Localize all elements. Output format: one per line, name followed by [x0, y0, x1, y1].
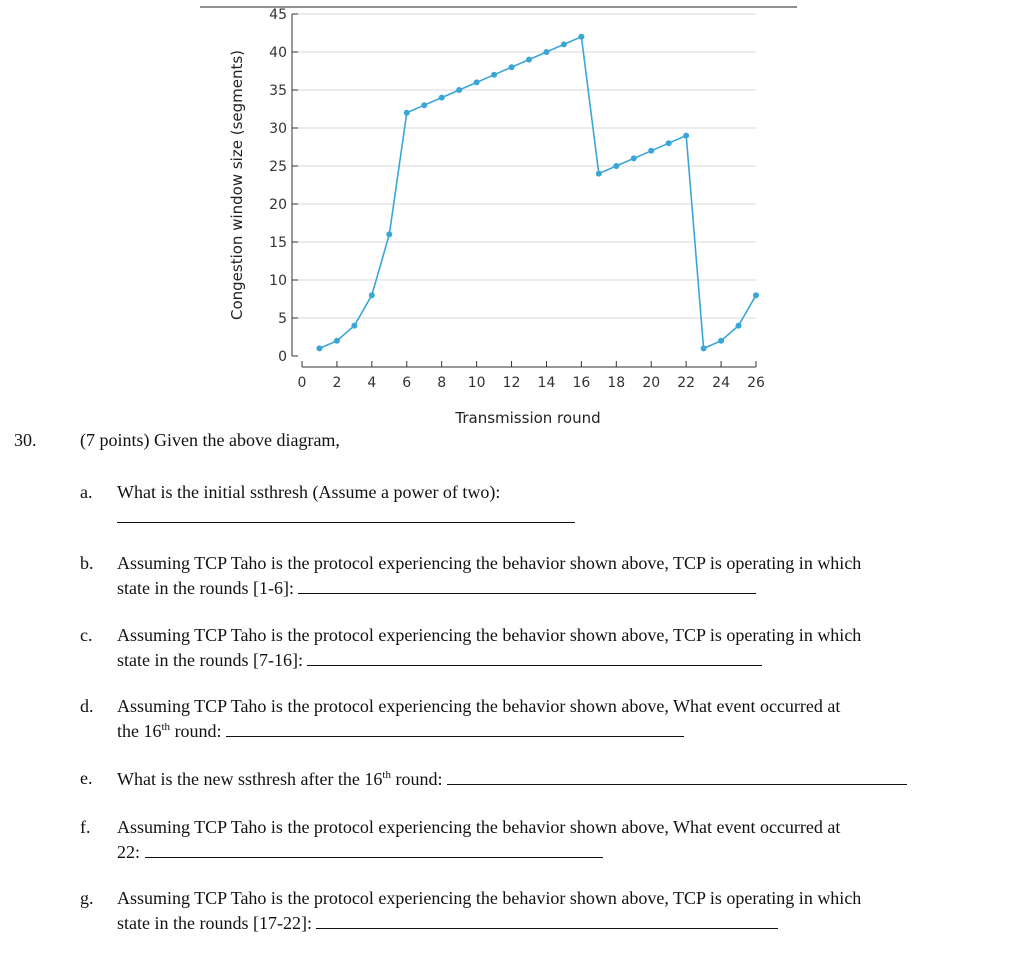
answer-blank-e[interactable]	[447, 766, 907, 785]
data-point	[456, 87, 462, 93]
y-axis-label: Congestion window size (segments)	[228, 49, 246, 321]
item-letter: g.	[80, 888, 94, 908]
x-tick-label: 26	[747, 375, 765, 391]
x-tick-label: 2	[332, 375, 342, 391]
answer-blank-c[interactable]	[307, 647, 762, 666]
data-point	[491, 72, 497, 78]
data-point	[509, 64, 515, 70]
data-point	[753, 292, 759, 298]
item-text: Assuming TCP Taho is the protocol experiencing the behavior shown above, What event occurred at	[117, 817, 841, 837]
data-point	[561, 41, 567, 47]
x-tick-label: 20	[642, 375, 661, 391]
x-axis-label: Transmission round	[455, 409, 601, 427]
item-text: Assuming TCP Taho is the protocol experiencing the behavior shown above, TCP is operating in which	[117, 553, 862, 573]
data-point	[351, 323, 357, 329]
data-point	[543, 49, 549, 55]
data-point	[316, 345, 322, 351]
y-tick-label: 10	[269, 273, 287, 289]
item-letter: a.	[80, 482, 93, 502]
item-text: Assuming TCP Taho is the protocol experiencing the behavior shown above, What event occurred at	[117, 696, 841, 716]
data-point	[334, 338, 340, 344]
x-tick-label: 4	[367, 375, 377, 391]
answer-blank-b[interactable]	[298, 575, 756, 594]
data-point	[421, 102, 427, 108]
y-ticks	[269, 7, 298, 365]
data-point	[439, 95, 445, 101]
x-tick-label: 12	[502, 375, 521, 391]
item-text-line2: state in the rounds [7-16]:	[117, 650, 303, 670]
data-point	[474, 79, 480, 85]
item-text-line2: state in the rounds [17-22]:	[117, 913, 312, 933]
x-tick-label: 22	[677, 375, 696, 391]
data-point	[404, 110, 410, 116]
y-tick-label: 0	[278, 349, 287, 365]
item-letter: c.	[80, 625, 93, 645]
answer-blank-g[interactable]	[316, 910, 778, 929]
item-text: Assuming TCP Taho is the protocol experiencing the behavior shown above, TCP is operating in which	[117, 625, 862, 645]
data-point	[701, 345, 707, 351]
data-point	[578, 34, 584, 40]
data-point	[613, 163, 619, 169]
item-text-line2: state in the rounds [1-6]:	[117, 578, 294, 598]
answer-blank-a[interactable]	[117, 504, 575, 523]
y-tick-label: 15	[269, 235, 287, 251]
answer-blank-f[interactable]	[145, 839, 603, 858]
y-tick-label: 25	[269, 159, 287, 175]
item-text-line2: 22:	[117, 842, 141, 862]
y-tick-label: 45	[269, 7, 287, 23]
x-ticks	[298, 361, 765, 391]
item-text: What is the initial ssthresh (Assume a power of two):	[117, 482, 501, 502]
data-point	[736, 323, 742, 329]
x-tick-label: 14	[537, 375, 556, 391]
data-point	[386, 231, 392, 237]
x-tick-label: 8	[437, 375, 447, 391]
x-tick-label: 0	[297, 375, 307, 391]
item-text: What is the new ssthresh after the 16th round:	[117, 769, 443, 789]
answer-blank-d[interactable]	[226, 718, 684, 737]
item-text-line2: the 16th round:	[117, 721, 222, 741]
data-point	[718, 338, 724, 344]
data-point	[596, 171, 602, 177]
data-point	[526, 57, 532, 63]
cwnd-points	[316, 34, 759, 352]
data-point	[666, 140, 672, 146]
data-point	[648, 148, 654, 154]
cwnd-chart	[0, 0, 1024, 430]
item-letter: b.	[80, 553, 94, 573]
cwnd-series-line	[320, 37, 757, 349]
y-tick-label: 30	[269, 121, 287, 137]
question-header: (7 points) Given the above diagram,	[80, 430, 340, 450]
y-tick-label: 35	[269, 83, 287, 99]
data-point	[369, 292, 375, 298]
item-letter: d.	[80, 696, 94, 716]
x-tick-label: 16	[572, 375, 591, 391]
y-tick-label: 5	[278, 311, 287, 327]
item-letter: e.	[80, 768, 93, 788]
item-text: Assuming TCP Taho is the protocol experiencing the behavior shown above, TCP is operating in which	[117, 888, 862, 908]
y-tick-label: 40	[269, 45, 287, 61]
x-tick-label: 24	[712, 375, 730, 391]
y-tick-label: 20	[269, 197, 287, 213]
item-letter: f.	[80, 817, 91, 837]
x-tick-label: 10	[467, 375, 486, 391]
x-tick-label: 6	[402, 375, 412, 391]
data-point	[683, 133, 689, 139]
x-tick-label: 18	[607, 375, 626, 391]
data-point	[631, 155, 637, 161]
question-number: 30.	[14, 430, 37, 450]
